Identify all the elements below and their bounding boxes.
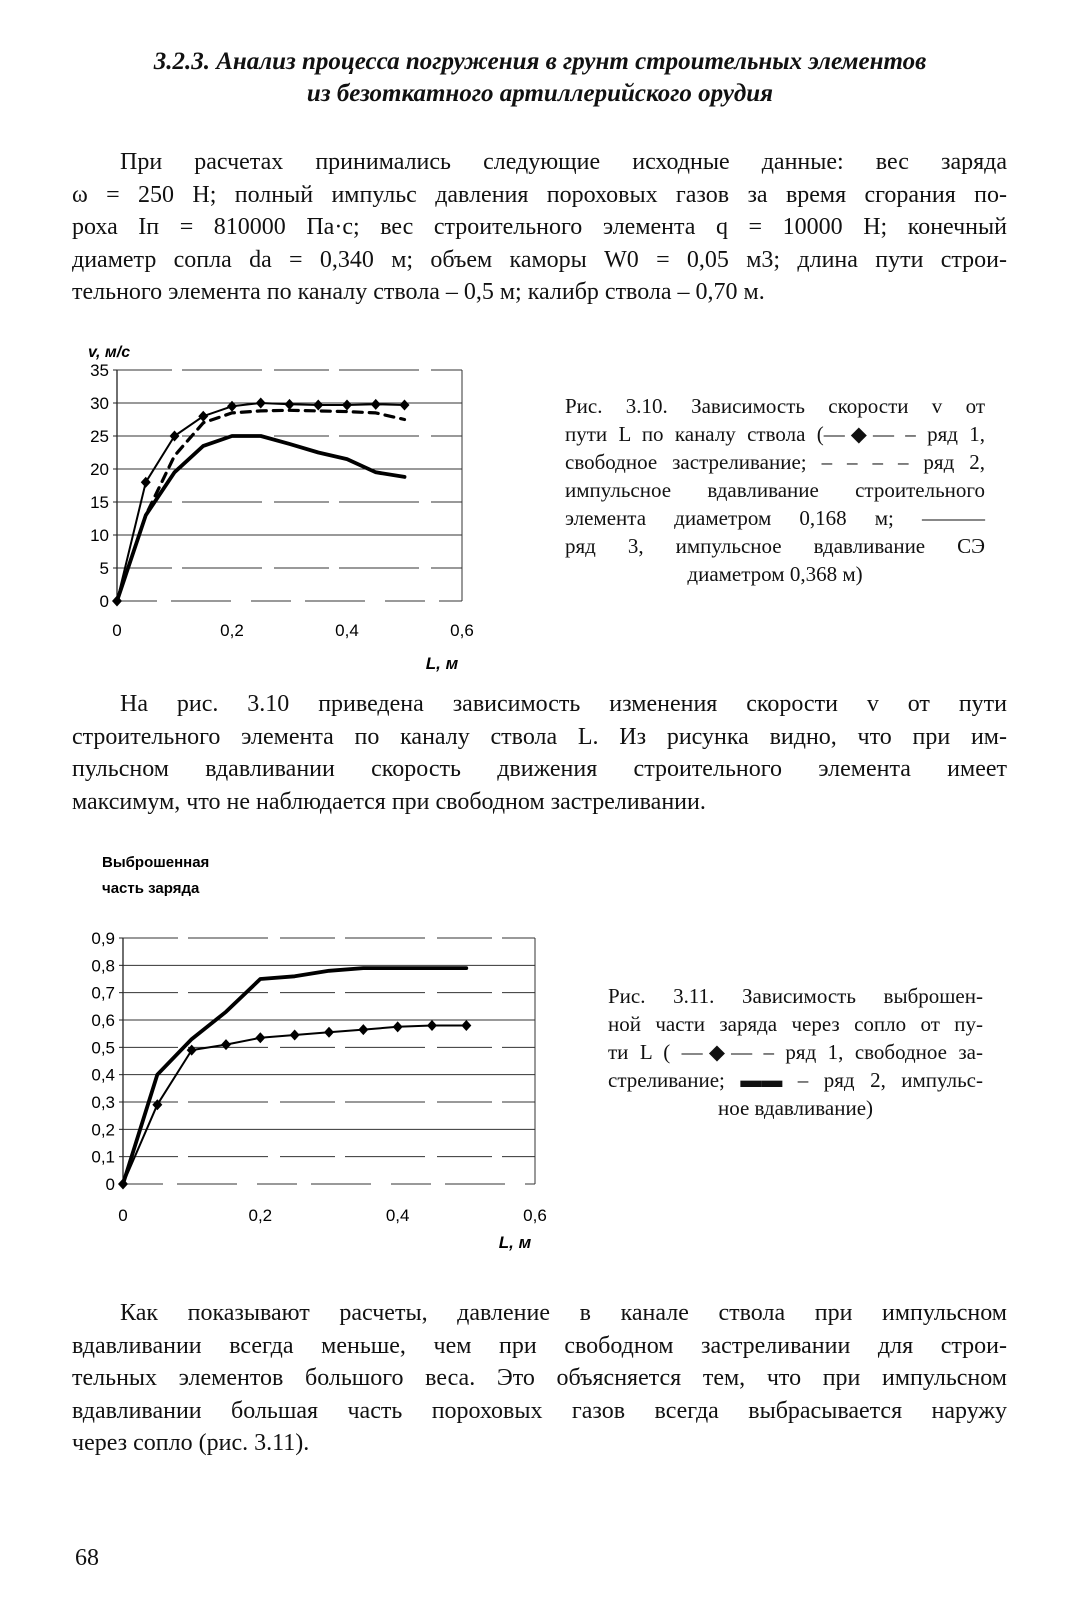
y-tick-label: 35: [90, 361, 109, 380]
y-axis-label: v, м/с: [88, 344, 131, 361]
y-tick-label: 0,4: [91, 1065, 115, 1085]
paragraph-1-line: диаметр сопла dа = 0,340 м; объем каморы W0 = 0,05 м3; длина пути строи-: [72, 246, 1007, 273]
series-1-marker: [371, 399, 381, 410]
x-tick-label: 0,4: [385, 1206, 410, 1225]
x-tick-label: 0,4: [335, 621, 359, 640]
paragraph-1-line: ω = 250 Н; полный импульс давления пороховых газов за время сгорания по-: [72, 181, 1007, 208]
y-tick-label: 0,6: [91, 1011, 115, 1030]
page-number: 68: [75, 1545, 99, 1571]
series-1-marker: [342, 399, 352, 410]
y-tick-label: 0,7: [91, 983, 115, 1003]
figure-2-caption-line: Рис. 3.11. Зависимость выброшен-: [608, 984, 983, 1008]
x-tick-label: 0,2: [248, 1206, 273, 1225]
y-tick-label: 0,5: [91, 1038, 115, 1058]
figure-1-caption-line: импульсное вдавливание строительного: [565, 478, 985, 502]
x-tick-label: 0: [112, 621, 122, 640]
series-1-marker: [427, 1020, 437, 1031]
velocity-chart: [70, 340, 510, 685]
y-tick-label: 15: [90, 493, 109, 512]
series-1-marker: [285, 399, 295, 410]
series-1-marker: [461, 1020, 471, 1031]
figure-2-caption-line: ной части заряда через сопло от пу-: [608, 1012, 983, 1036]
section-heading: [60, 46, 1020, 110]
paragraph-1: [72, 146, 1007, 309]
x-axis-label: L, м: [425, 654, 459, 673]
figure-1-caption-line: элемента диаметром 0,168 м; ———: [565, 506, 985, 530]
y-tick-label: 20: [90, 460, 109, 479]
section-heading-line-2: из безоткатного артиллерийского орудия: [306, 80, 774, 107]
paragraph-1-line: При расчетах принимались следующие исходные данные: вес заряда: [120, 149, 1007, 175]
y-tick-label: 30: [90, 394, 109, 413]
paragraph-1-line: тельного элемента по каналу ствола – 0,5 м; калибр ствола – 0,70 м.: [72, 279, 765, 305]
paragraph-2: [72, 688, 1007, 818]
series-1-marker: [290, 1030, 300, 1041]
series-1-marker: [255, 1032, 265, 1043]
paragraph-3-line: вдавливании большая часть пороховых газов всегда выбрасывается наружу: [72, 1397, 1007, 1424]
paragraph-2-line: строительного элемента по каналу ствола L. Из рисунка видно, что при им-: [72, 723, 1007, 750]
y-tick-label: 25: [90, 427, 109, 446]
figure-1-caption-line: диаметром 0,368 м): [687, 562, 863, 586]
x-tick-label: 0,6: [450, 621, 474, 640]
y-tick-label: 0,9: [91, 929, 115, 948]
y-tick-label: 0,1: [91, 1147, 115, 1167]
series-1-marker: [313, 399, 323, 410]
y-tick-label: 10: [90, 526, 109, 545]
paragraph-3-line: Как показывают расчеты, давление в канале ствола при импульсном: [120, 1300, 1007, 1326]
x-axis-label: L, м: [498, 1233, 532, 1252]
y-tick-label: 0: [105, 1175, 115, 1194]
figure-1-caption-line: свободное застреливание; – – – – ряд 2,: [565, 450, 985, 474]
y-tick-label: 5: [99, 559, 109, 578]
series-1-marker: [393, 1021, 403, 1032]
series-1-marker: [324, 1027, 334, 1038]
y-tick-label: 0,8: [91, 956, 115, 976]
x-tick-label: 0: [118, 1206, 128, 1225]
y-axis-label: часть заряда: [102, 880, 200, 897]
y-tick-label: 0,3: [91, 1093, 115, 1112]
series-line-1: [123, 1026, 466, 1185]
y-axis-label: Выброшенная: [102, 854, 210, 871]
figure-2-caption-line: ное вдавливание): [717, 1096, 874, 1120]
series-1-marker: [198, 411, 208, 422]
figure-2-caption-line: стреливание; ▬▬ – ряд 2, импульс-: [608, 1068, 983, 1092]
x-tick-label: 0,2: [220, 621, 244, 640]
paragraph-3-line: через сопло (рис. 3.11).: [72, 1430, 310, 1456]
figure-1-caption-line: Рис. 3.10. Зависимость скорости v от: [565, 394, 985, 418]
paragraph-3-line: вдавливании всегда меньше, чем при свободном застреливании для строи-: [72, 1332, 1007, 1359]
figure-2-caption-line: ти L ( —◆— – ряд 1, свободное за-: [608, 1040, 983, 1064]
figure-1-caption-line: ряд 3, импульсное вдавливание СЭ: [565, 534, 985, 558]
y-tick-label: 0,2: [91, 1120, 115, 1140]
series-1-marker: [256, 398, 266, 409]
paragraph-2-line: пульсном вдавливании скорость движения строительного элемента имеет: [72, 756, 1007, 782]
series-1-marker: [358, 1024, 368, 1035]
paragraph-3-line: тельных элементов большого веса. Это объясняется тем, что при импульсном: [72, 1365, 1007, 1391]
paragraph-2-line: На рис. 3.10 приведена зависимость изменения скорости v от пути: [120, 691, 1007, 717]
series-1-marker: [221, 1039, 231, 1050]
figure-2-caption: [608, 982, 983, 1122]
series-1-marker: [400, 399, 410, 410]
y-tick-label: 0: [99, 592, 109, 611]
x-tick-label: 0,6: [523, 1206, 547, 1225]
figure-1-caption: [565, 392, 985, 588]
paragraph-1-line: роха Iп = 810000 Па·с; вес строительного элемента q = 10000 Н; конечный: [72, 214, 1007, 240]
charge-fraction-chart: [70, 845, 570, 1265]
series-line-2: [117, 410, 405, 601]
series-1-marker: [227, 401, 237, 412]
figure-1-caption-line: пути L по каналу ствола (—◆— – ряд 1,: [565, 422, 985, 446]
section-heading-line-1: 3.2.3. Анализ процесса погружения в грунт строительных элементов: [153, 48, 927, 75]
paragraph-3: [72, 1297, 1007, 1460]
paragraph-2-line: максимум, что не наблюдается при свободном застреливании.: [72, 788, 706, 815]
